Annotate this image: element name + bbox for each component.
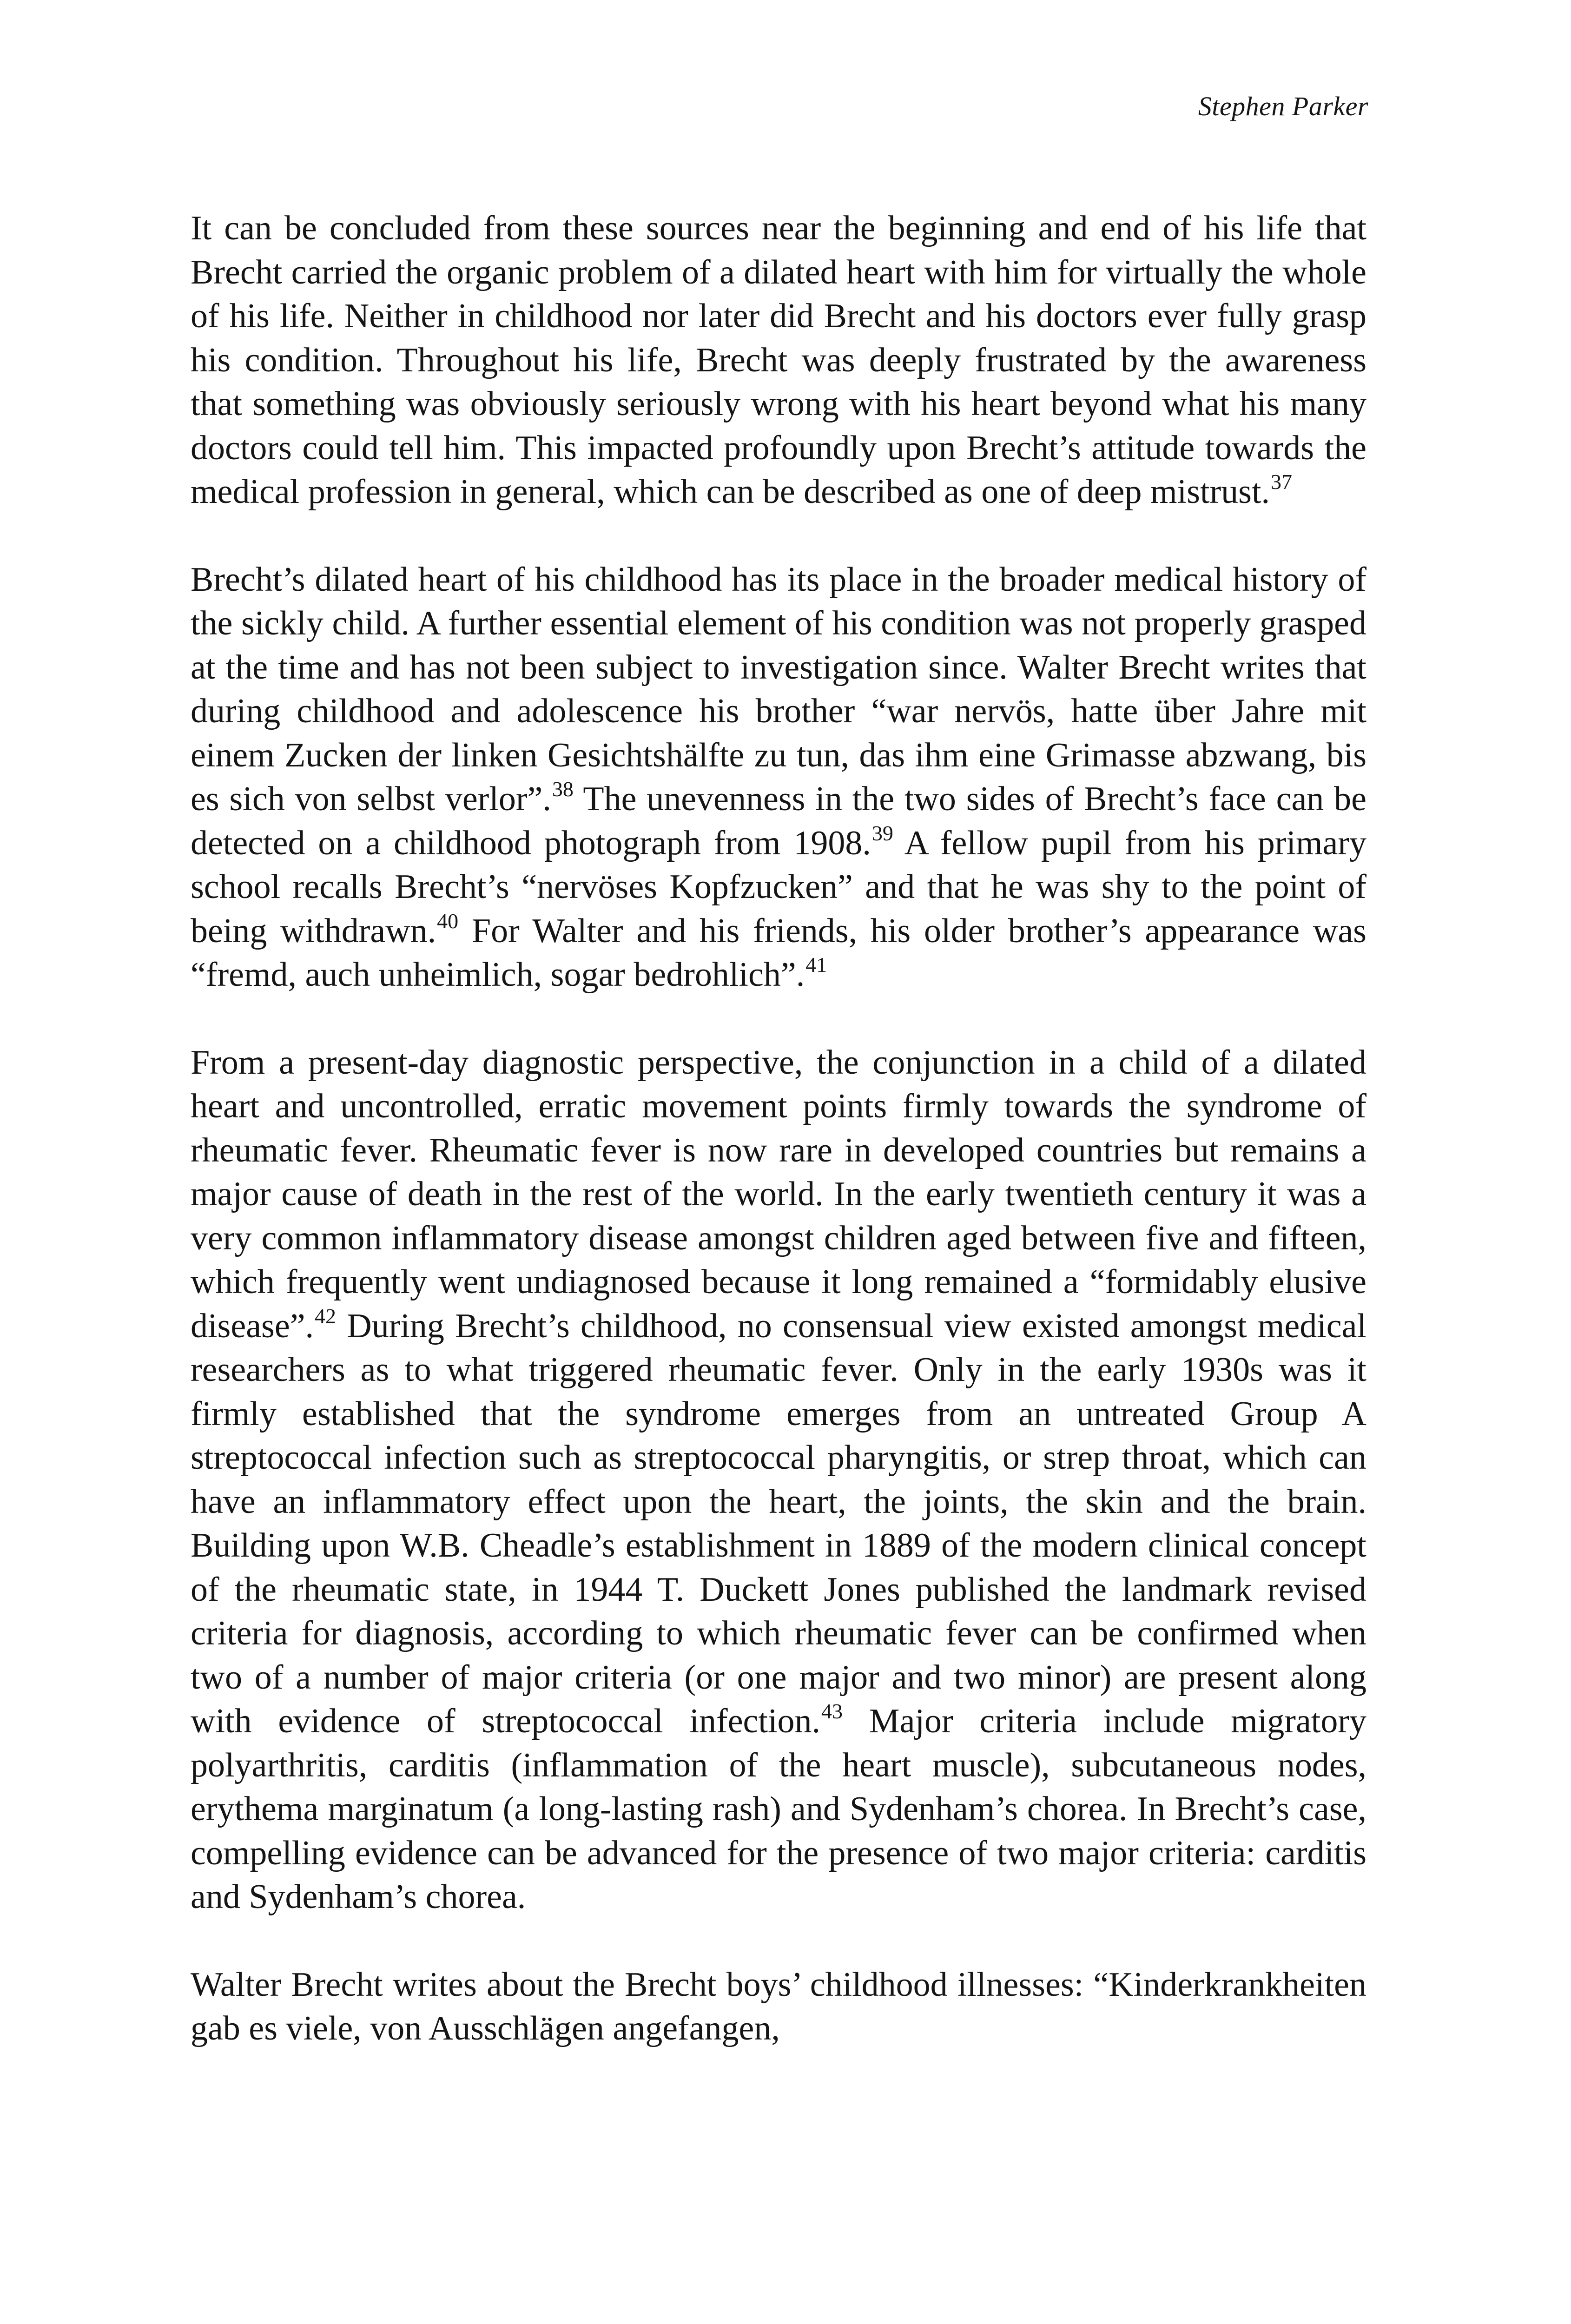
text-segment: For Walter and his friends, his older brother’s appearance was “fremd, auch unheimlich, sogar bedrohlich”. xyxy=(191,911,1366,994)
text-segment: It can be concluded from these sources near the beginning and end of his life that Brecht carried the organic problem of a dilated heart with him for virtually the whole of his life. Neither in childhood nor later did Brecht and his doctors ever fully grasp his condition. Throughout his life, Brecht was deeply frustrated by the awareness that something was obviously seriously wrong with his heart beyond what his many doctors could tell him. This impacted profoundly upon Brecht’s attitude towards the medical profession in general, which can be described as one of deep mistrust. xyxy=(191,209,1366,511)
footnote-ref-39: 39 xyxy=(871,821,893,845)
text-segment: The unevenness in the two sides of Brecht’s face can be detected on a childhood photograph from 1908. xyxy=(191,780,1366,862)
body-text xyxy=(191,206,1366,2051)
footnote-ref-41: 41 xyxy=(805,953,827,977)
text-segment: A fellow pupil from his primary school recalls Brecht’s “nervöses Kopfzucken” and that he was shy to the point of being withdrawn. xyxy=(191,824,1366,950)
text-segment: From a present-day diagnostic perspective, the conjunction in a child of a dilated heart and uncontrolled, erratic movement points firmly towards the syndrome of rheumatic fever. Rheumatic fever is now rare in developed countries but remains a major cause of death in the rest of the world. In the early twentieth century it was a very common inflammatory disease amongst children aged between five and fifteen, which frequently went undiagnosed because it long remained a “formidably elusive disease”. xyxy=(191,1043,1366,1345)
text-segment: During Brecht’s childhood, no consensual view existed amongst medical researchers as to what triggered rheumatic fever. Only in the early 1930s was it firmly established that the syndrome emerges from an untreated Group A streptococcal infection such as streptococcal pharyngitis, or strep throat, which can have an inflammatory effect upon the heart, the joints, the skin and the brain. Building upon W.B. Cheadle’s establishment in 1889 of the modern clinical concept of the rheumatic state, in 1944 T. Duckett Jones published the landmark revised criteria for diagnosis, according to which rheumatic fever can be confirmed when two of a number of major criteria (or one major and two minor) are present along with evidence of streptococcal infection. xyxy=(191,1307,1366,1740)
paragraph-2 xyxy=(191,558,1366,997)
footnote-ref-40: 40 xyxy=(437,909,459,933)
footnote-ref-43: 43 xyxy=(821,1699,843,1723)
footnote-ref-37: 37 xyxy=(1271,470,1293,494)
paragraph-1 xyxy=(191,206,1366,514)
footnote-ref-38: 38 xyxy=(552,777,574,801)
text-segment: Major criteria include migratory polyarthritis, carditis (inflammation of the heart muscle), subcutaneous nodes, erythema marginatum (a long-lasting rash) and Sydenham’s chorea. In Brecht’s case, compelling evidence can be advanced for the presence of two major criteria: carditis and Sydenham’s chorea. xyxy=(191,1702,1366,1916)
paragraph-3 xyxy=(191,1041,1366,1919)
paragraph-4 xyxy=(191,1963,1366,2051)
footnote-ref-42: 42 xyxy=(315,1304,337,1328)
running-header-author: Stephen Parker xyxy=(1198,91,1368,121)
text-segment: Brecht’s dilated heart of his childhood has its place in the broader medical history of the sickly child. A further essential element of his condition was not properly grasped at the time and has not been subject to investigation since. Walter Brecht writes that during childhood and adolescence his brother “war nervös, hatte über Jahre mit einem Zucken der linken Gesichtshälfte zu tun, das ihm eine Grimasse abzwang, bis es sich von selbst verlor”. xyxy=(191,560,1366,818)
text-segment: Walter Brecht writes about the Brecht boys’ childhood illnesses: “Kinderkrankheiten gab es viele, von Ausschlägen angefangen, xyxy=(191,1965,1366,2047)
